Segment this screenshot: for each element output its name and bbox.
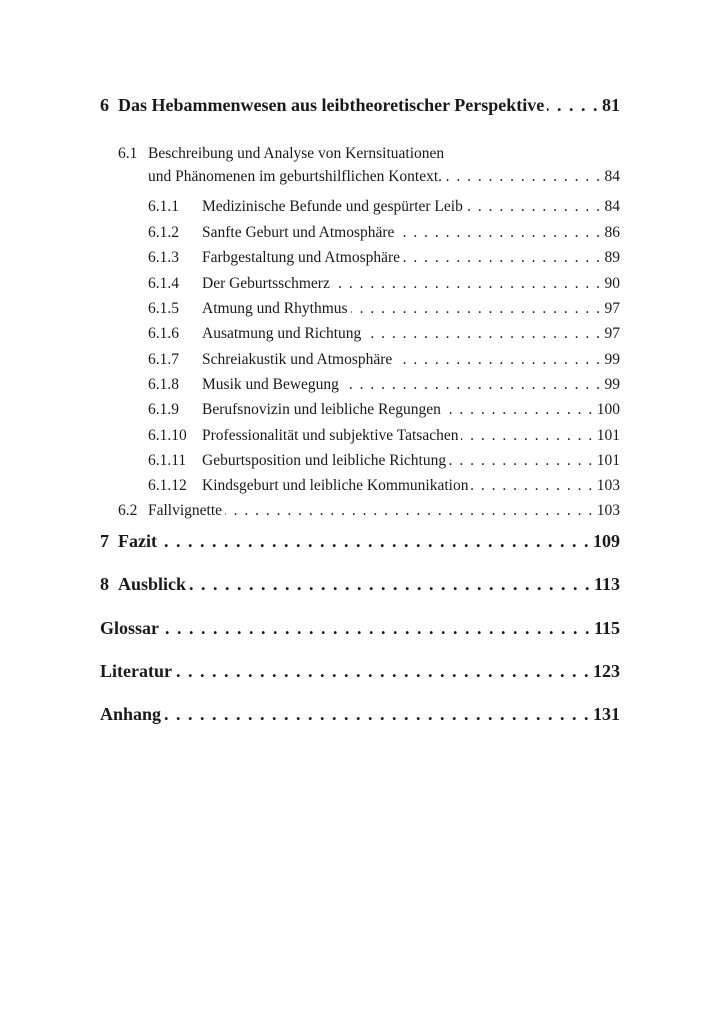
toc-entry[interactable] — [148, 452, 620, 470]
toc-number: 6 — [100, 95, 109, 115]
toc-page-number: 97 — [604, 325, 620, 342]
toc-number: 6.1.8 — [148, 376, 179, 393]
toc-entry[interactable] — [100, 574, 620, 595]
toc-page-number: 101 — [596, 427, 620, 444]
dot-leader — [342, 376, 602, 394]
toc-page-number: 131 — [593, 704, 620, 724]
toc-page-number: 113 — [593, 574, 620, 594]
toc-entry[interactable] — [148, 325, 620, 343]
dot-leader — [547, 95, 599, 116]
dot-leader — [175, 661, 590, 682]
toc-title: Medizinische Befunde und gespürter Leib — [202, 198, 463, 215]
toc-title: Fallvignette — [148, 502, 223, 519]
toc-page-number: 115 — [593, 618, 620, 638]
toc-title: Atmung und Rhythmus — [202, 300, 348, 317]
toc-page-number: 81 — [602, 95, 620, 115]
dot-leader — [449, 452, 594, 470]
toc-entry[interactable] — [100, 704, 620, 725]
toc-title: Literatur — [100, 661, 172, 681]
toc-title: Das Hebammenwesen aus leibtheoretischer Perspektive — [118, 95, 545, 115]
toc-entry[interactable] — [148, 198, 620, 216]
toc-title: Musik und Bewegung — [202, 376, 339, 393]
toc-number: 6.1.11 — [148, 452, 187, 469]
toc-title: Ausblick — [118, 574, 187, 594]
toc-title: Geburtsposition und leibliche Richtung — [202, 452, 447, 469]
toc-entry[interactable] — [148, 275, 620, 293]
toc-number: 6.1.7 — [148, 351, 179, 368]
toc-entry-first-line — [118, 145, 444, 163]
toc-entry[interactable] — [100, 618, 620, 639]
toc-page-number: 84 — [604, 198, 620, 215]
toc-number: 6.1.5 — [148, 300, 179, 317]
toc-entry[interactable] — [100, 95, 620, 116]
dot-leader — [461, 427, 593, 445]
toc-page-number: 90 — [604, 275, 620, 292]
toc-title: Beschreibung und Analyse von Kernsituationen — [148, 145, 445, 162]
dot-leader — [445, 168, 601, 186]
toc-number: 6.1.12 — [148, 477, 187, 494]
toc-number: 7 — [100, 531, 109, 551]
toc-page-number: 103 — [596, 477, 620, 494]
dot-leader — [162, 618, 591, 639]
toc-entry[interactable] — [148, 401, 620, 419]
dot-leader — [395, 351, 601, 369]
toc-entry[interactable] — [148, 249, 620, 267]
toc-page-number: 123 — [593, 661, 620, 681]
toc-title: Kindsgeburt und leibliche Kommunikation — [202, 477, 469, 494]
dot-leader — [403, 249, 601, 267]
dot-leader — [160, 531, 590, 552]
toc-number: 8 — [100, 574, 109, 594]
dot-leader — [471, 477, 593, 495]
toc-number: 6.1.6 — [148, 325, 179, 342]
toc-entry[interactable] — [148, 168, 620, 186]
toc-entry[interactable] — [148, 427, 620, 445]
toc-entry[interactable] — [148, 376, 620, 394]
toc-entry[interactable] — [118, 502, 620, 520]
toc-title: Ausatmung und Richtung — [202, 325, 362, 342]
toc-number: 6.1.3 — [148, 249, 179, 266]
toc-title: Glossar — [100, 618, 160, 638]
toc-number: 6.1.2 — [148, 224, 179, 241]
toc-title: Der Geburtsschmerz — [202, 275, 330, 292]
toc-entry[interactable] — [148, 477, 620, 495]
toc-title: Berufsnovizin und leibliche Regungen — [202, 401, 441, 418]
toc-number: 6.1.1 — [148, 198, 179, 215]
toc-page-number: 101 — [596, 452, 620, 469]
dot-leader — [164, 704, 590, 725]
dot-leader — [225, 502, 594, 520]
toc-entry[interactable] — [148, 351, 620, 369]
dot-leader — [444, 401, 594, 419]
toc-title: Anhang — [100, 704, 162, 724]
toc-page-number: 86 — [604, 224, 620, 241]
toc-title: Farbgestaltung und Atmosphäre — [202, 249, 401, 266]
dot-leader — [351, 300, 602, 318]
toc-number: 6.2 — [118, 502, 138, 519]
dot-leader — [397, 224, 601, 242]
toc-entry[interactable] — [148, 300, 620, 318]
toc-title: Fazit — [118, 531, 157, 551]
toc-page-number: 99 — [604, 376, 620, 393]
toc-entry[interactable] — [100, 531, 620, 552]
toc-number: 6.1.9 — [148, 401, 179, 418]
toc-entry[interactable] — [148, 224, 620, 242]
toc-entry[interactable] — [100, 661, 620, 682]
toc-page-number: 84 — [604, 168, 620, 185]
toc-number: 6.1.4 — [148, 275, 179, 292]
toc-page-number: 99 — [604, 351, 620, 368]
toc-page-number: 103 — [596, 502, 620, 519]
toc-page-number: 109 — [593, 531, 620, 551]
toc-number: 6.1.10 — [148, 427, 187, 444]
dot-leader — [466, 198, 602, 216]
toc-title: Sanfte Geburt und Atmosphäre — [202, 224, 395, 241]
toc-page-number: 97 — [604, 300, 620, 317]
dot-leader — [364, 325, 601, 343]
toc-title: Professionalität und subjektive Tatsachen — [202, 427, 459, 444]
toc-title: Schreiakustik und Atmosphäre — [202, 351, 393, 368]
toc-title-continued: und Phänomenen im geburtshilflichen Kontext. — [148, 168, 443, 185]
toc-number: 6.1 — [118, 145, 138, 162]
dot-leader — [189, 574, 591, 595]
toc-page-number: 89 — [604, 249, 620, 266]
dot-leader — [333, 275, 602, 293]
toc-page-number: 100 — [596, 401, 620, 418]
